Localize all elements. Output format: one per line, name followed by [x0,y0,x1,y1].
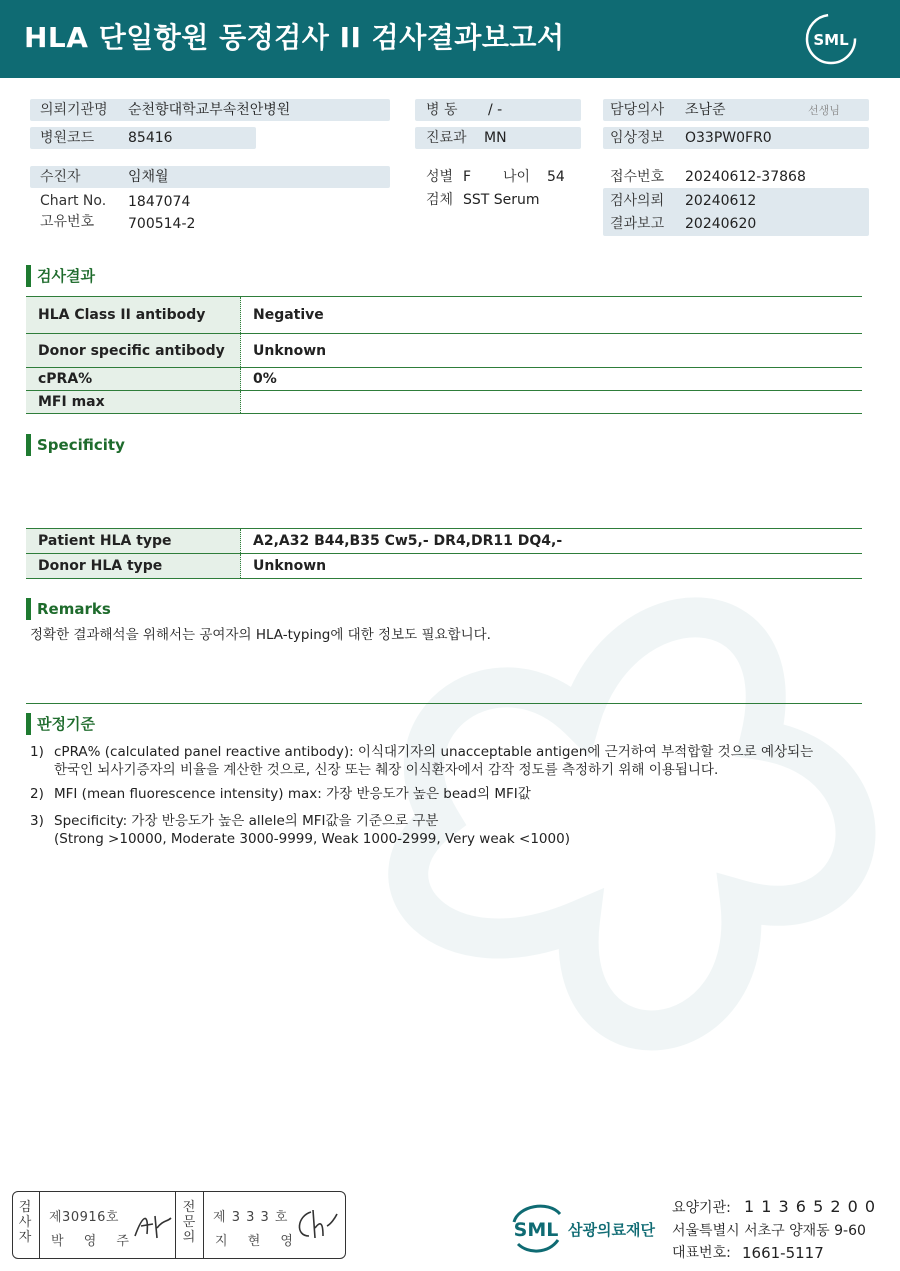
criteria-num: 3) [30,813,44,829]
table-row [26,297,862,334]
sml-logo-icon [804,12,858,66]
specialist-license-no: 제 3 3 3 호 [213,1210,289,1225]
chart-label: Chart No. [40,193,107,209]
patient-value: 임채월 [128,169,169,185]
dept-label: 진료과 [426,130,467,146]
phone-label: 대표번호: [672,1245,731,1261]
table-row [26,334,862,368]
code-label: 요양기관: [672,1200,731,1216]
clinical-value: O33PW0FR0 [685,130,772,146]
report-header [0,0,900,78]
ward-value: / - [488,102,503,118]
result-value [241,391,863,414]
result-value: 0% [241,368,863,391]
test-date-label: 검사의뢰 [610,193,665,209]
criteria-num: 1) [30,744,44,760]
table-row [26,529,862,554]
tester-label: 검 사 자 [18,1200,32,1245]
specificity-key: Patient HLA type [26,529,241,554]
specialist-signature-icon [293,1206,339,1244]
result-key: cPRA% [26,368,241,391]
remarks-heading: Remarks [26,598,111,620]
hosp-code-value: 85416 [128,130,173,146]
criteria-text: 한국인 뇌사기증자의 비율을 계산한 것으로, 신장 또는 췌장 이식환자에서 감작 정도를 측정하기 위해 이용됩니다. [54,762,719,778]
age-label: 나이 [503,169,531,185]
results-heading: 검사결과 [26,265,95,287]
criteria-text: MFI (mean fluorescence intensity) max: 가장 반응도가 높은 bead의 MFI값 [54,786,531,802]
specialist-name: 지 현 영 [215,1234,301,1249]
tester-signature-icon [131,1208,175,1242]
result-key: HLA Class II antibody [26,297,241,334]
table-row [26,368,862,391]
svg-text:SML: SML [513,1219,559,1241]
report-title: HLA 단일항원 동정검사 II 검사결과보고서 [24,21,565,54]
divider [175,1192,176,1258]
specimen-value: SST Serum [463,192,540,208]
criteria-text: (Strong >10000, Moderate 3000-9999, Weak 1000-2999, Very weak <1000) [54,831,570,847]
remarks-text: 정확한 결과해석을 위해서는 공여자의 HLA-typing에 대한 정보도 필요합니다. [30,627,491,643]
chart-value: 1847074 [128,194,191,210]
specificity-value: Unknown [241,554,863,579]
signature-box [12,1191,346,1259]
test-date-value: 20240612 [685,193,757,209]
receipt-label: 접수번호 [610,169,665,185]
address: 서울특별시 서초구 양재동 9-60 [672,1223,866,1239]
result-value: Unknown [241,334,863,368]
request-inst-label: 의뢰기관명 [40,102,108,118]
id-value: 700514-2 [128,216,196,232]
criteria-heading: 판정기준 [26,713,95,735]
receipt-value: 20240612-37868 [685,169,806,185]
result-key: Donor specific antibody [26,334,241,368]
tester-license-no: 제30916호 [49,1210,119,1225]
ward-label: 병 동 [426,102,458,118]
specificity-value: A2,A32 B44,B35 Cw5,- DR4,DR11 DQ4,- [241,529,863,554]
doctor-value: 조남준 [685,102,726,118]
phone-value: 1661-5117 [742,1244,824,1262]
svg-text:SML: SML [813,31,849,49]
report-date-value: 20240620 [685,216,757,232]
table-row [26,391,862,414]
hosp-code-label: 병원코드 [40,130,95,146]
code-value: 1 1 3 6 5 2 0 0 [744,1197,877,1216]
divider [26,703,862,704]
sml-org-logo-icon [508,1200,566,1256]
divider [203,1192,204,1258]
criteria-text: Specificity: 가장 반응도가 높은 allele의 MFI값을 기준으로 구분 [54,813,439,829]
results-table [26,296,862,414]
specimen-label: 검체 [426,192,454,208]
age-value: 54 [547,169,565,185]
request-inst-value: 순천향대학교부속천안병원 [128,102,291,118]
sex-value: F [463,169,472,185]
id-label: 고유번호 [40,214,95,230]
patient-label: 수진자 [40,169,81,185]
specialist-label: 전 문 의 [182,1200,196,1245]
doctor-label: 담당의사 [610,102,665,118]
doctor-suffix: 선생님 [808,104,840,117]
dept-value: MN [484,130,507,146]
specificity-heading: Specificity [26,434,125,456]
org-name: 삼광의료재단 [568,1221,655,1239]
report-date-label: 결과보고 [610,216,665,232]
table-row [26,554,862,579]
sex-label: 성별 [426,169,454,185]
specificity-key: Donor HLA type [26,554,241,579]
tester-name: 박 영 주 [51,1234,137,1249]
result-key: MFI max [26,391,241,414]
info-bar [30,166,390,188]
clinical-label: 임상정보 [610,130,665,146]
specificity-table [26,528,862,579]
result-value: Negative [241,297,863,334]
criteria-num: 2) [30,786,44,802]
criteria-text: cPRA% (calculated panel reactive antibody): 이식대기자의 unacceptable antigen에 근거하여 부적합할 것으로 예상되는 [54,744,814,760]
divider [39,1192,40,1258]
